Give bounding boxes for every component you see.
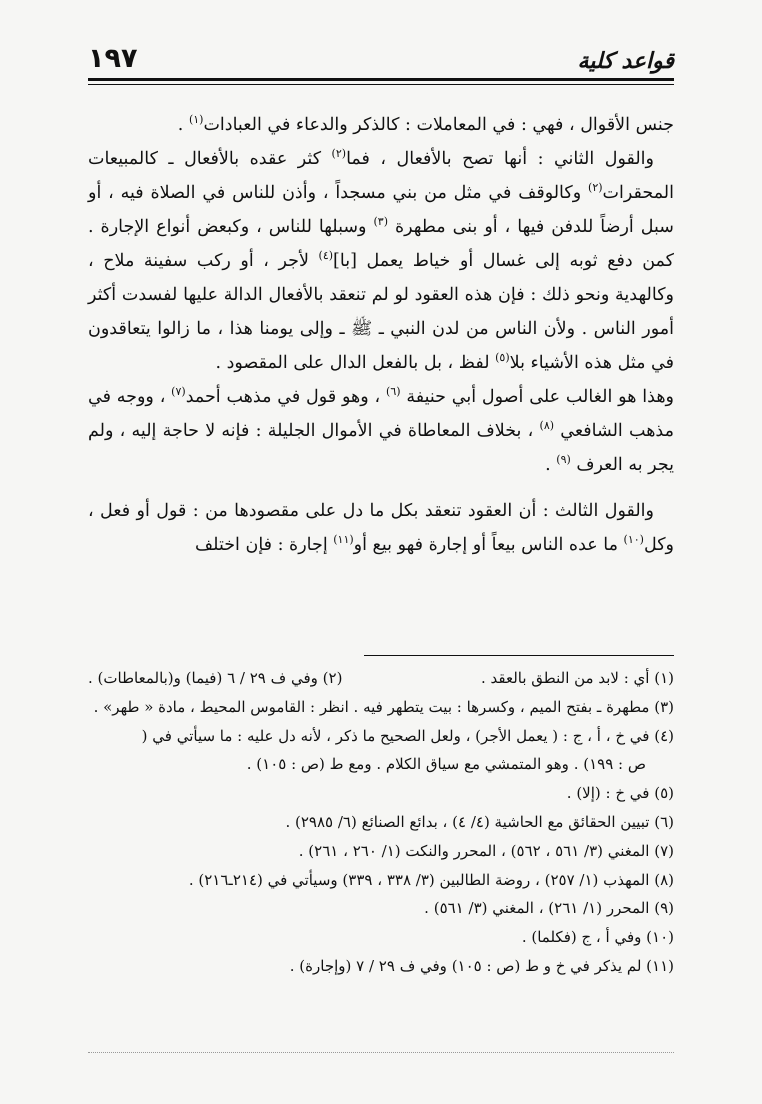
footnote-9: (٩) المحرر (١/ ٢٦١) ، المغني (٣/ ٥٦١) . bbox=[424, 899, 674, 918]
footnote-ref: (٢) bbox=[331, 147, 347, 161]
footnote-ref: (٦) bbox=[386, 385, 401, 399]
footnote-ref: (١١) bbox=[333, 533, 354, 547]
paragraph-2: والقول الثاني : أنها تصح بالأفعال ، فما$^{(٢)}$ كثر عقده بالأفعال ـ كالمبيعات المحقرات$^{(٢)}$ وكالوقف في مثل من بني مسجداً ، وأذن للناس في الصلاة فيه ، أو سبل أرضاً للدفن فيها ، أو بنى مطهرة $^{(٣)}$ وسبلها للناس ، وكبعض أنواع الإجارة . كمن دفع ثوبه إلى غسال أو خياط يعمل [با]$^{(٤)}$ لأجر ، أو ركب سفينة ملاح ، وكالهدية ونحو ذلك : فإن هذه العقود لو لم تنعقد بالأفعال الدالة عليها لفسدت أكثر أمور الناس . ولأن الناس من لدن النبي ـ ﷺ ـ وإلى يومنا هذا ، ما زالوا يتعاقدون في مثل هذه الأشياء بلا$^{(٥)}$ لفظ ، بل بالفعل الدال على المقصود . bbox=[88, 147, 674, 373]
footnote-ref: (٧) bbox=[171, 385, 186, 399]
footnote-ref: (٨) bbox=[539, 419, 555, 433]
page-number: ١٩٧ bbox=[88, 43, 138, 74]
footnote-row bbox=[88, 664, 674, 693]
footnote-10: (١٠) وفي أ ، ج (فكلما) . bbox=[521, 928, 674, 947]
header-rule bbox=[88, 78, 674, 81]
footnote-1: (١) أي : لابد من النطق بالعقد . bbox=[480, 669, 674, 687]
footnote-2: (٢) وفي ف ٢٩ / ٦ (فيما) و(بالمعاطات) . bbox=[88, 669, 343, 687]
page-header bbox=[88, 38, 674, 74]
paragraph-4: والقول الثالث : أن العقود تنعقد بكل ما دل على مقصودها من : قول أو فعل ، وكل$^{(١٠)}$ ما عده الناس بيعاً أو إجارة فهو بيع أو$^{(١١)}$ إجارة : فإن اختلف bbox=[88, 501, 674, 555]
footnotes bbox=[88, 664, 674, 981]
footnote-3: (٣) مطهرة ـ بفتح الميم ، وكسرها : بيت يتطهر فيه . انظر : القاموس المحيط ، مادة « طهر» . bbox=[93, 697, 674, 716]
footnote-8: (٨) المهذب (١/ ٢٥٧) ، روضة الطالبين (٣/ ٣٣٨ ، ٣٣٩) وسيأتي في (٢١٤ـ٢١٦) . bbox=[188, 870, 674, 889]
footnote-ref: (٣) bbox=[373, 215, 388, 229]
main-text bbox=[88, 108, 674, 562]
footnote-11: (١١) لم يذكر في خ و ط (ص : ١٠٥) وفي ف ٢٩ / ٧ (وإجارة) . bbox=[289, 956, 674, 975]
paragraph-1: جنس الأقوال ، فهي : في المعاملات : كالذكر والدعاء في العبادات$^{(١)}$ . bbox=[177, 113, 674, 135]
header-rule-thin bbox=[88, 84, 674, 85]
page-bottom-edge bbox=[88, 1052, 674, 1053]
footnote-ref: (١) bbox=[188, 113, 204, 127]
paragraph-3: وهذا هو الغالب على أصول أبي حنيفة $^{(٦)}$ ، وهو قول في مذهب أحمد$^{(٧)}$ ، ووجه في مذهب الشافعي $^{(٨)}$ ، بخلاف المعاطاة في الأموال الجليلة : فإنه لا حاجة إليه ، ولم يجر به العرف $^{(٩)}$ . bbox=[88, 385, 674, 475]
footnote-ref: (١٠) bbox=[623, 533, 644, 547]
running-title: قواعد كلية bbox=[577, 49, 674, 74]
footnote-4-continued: ص : ١٩٩) . وهو المتمشي مع سياق الكلام . ومع ط (ص : ١٠٥) . bbox=[246, 755, 646, 774]
footnote-ref: (٢) bbox=[588, 181, 603, 195]
footnote-ref: (٤) bbox=[318, 249, 334, 263]
footnote-6: (٦) تبيين الحقائق مع الحاشية (٤/ ٤) ، بدائع الصنائع (٦/ ٢٩٨٥) . bbox=[285, 812, 674, 831]
footnote-5: (٥) في خ : (إلا) . bbox=[566, 784, 674, 803]
footnote-7: (٧) المغني (٣/ ٥٦١ ، ٥٦٢) ، المحرر والنكت (١/ ٢٦٠ ، ٢٦١) . bbox=[298, 841, 674, 860]
footnote-ref: (٥) bbox=[495, 351, 510, 365]
footnote-4: (٤) في خ ، أ ، ج : ( يعمل الأجر) ، ولعل الصحيح ما ذكر ، لأنه دل عليه : ما سيأتي في ( bbox=[141, 726, 674, 745]
footnote-ref: (٩) bbox=[556, 453, 571, 467]
footnote-separator bbox=[364, 655, 674, 656]
